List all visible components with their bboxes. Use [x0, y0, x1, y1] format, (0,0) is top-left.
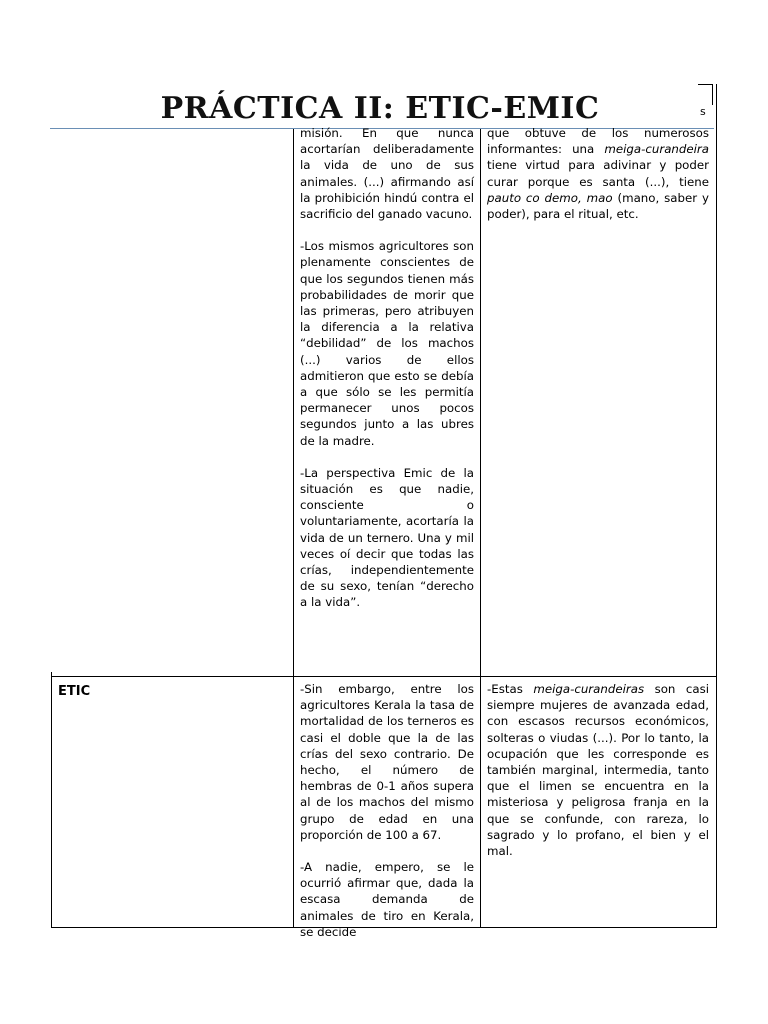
col-line-3 — [480, 129, 481, 928]
corner-mark — [698, 84, 713, 105]
row2-col3-text-c: son casi siempre mujeres de avanzada edad, con escasos recursos económicos, solteras o viudas (...). Por lo tanto, la ocupación que les corresponde es también marginal, intermedia, tanto que el limen se encuentra en la misteriosa y peligrosa franja en la que se confunde, con rareza, lo sagrado y lo profano, el bien y el mal. — [487, 682, 710, 859]
row1-col3-paragraph-1 — [487, 125, 709, 222]
col-line-2 — [293, 129, 294, 928]
row1-col3-cell — [487, 125, 709, 670]
row1-col2-paragraph-2: -Los mismos agricultores son plenamente conscientes de que los segundos tienen más probabilidades de morir que las primeras, pero atribuyen la diferencia a la relativa “debilidad” de los machos (...) varios de ellos admitieron que esto se debía a que sólo se les permitía permanecer unos pocos segundos junto a las ubres de la madre. — [300, 239, 474, 448]
row-line-middle — [51, 676, 717, 677]
row1-col3-term-meiga: meiga-curandeira — [604, 142, 709, 157]
col-line-left — [51, 672, 52, 928]
row1-col2-paragraph-3: -La perspectiva Emic de la situación es que nadie, consciente o voluntariamente, acortaría la vida de un ternero. Una y mil veces oí decir que todas las crías, independientemente de su sexo, tenían “derecho a la vida”. — [300, 465, 474, 610]
row2-col2-paragraph-1: -Sin embargo, entre los agricultores Kerala la tasa de mortalidad de los terneros es casi el doble que la de las crías del sexo contrario. De hecho, el número de hembras de 0-1 años supera al de los machos del mismo grupo de edad en una proporción de 100 a 67. — [300, 682, 474, 842]
row1-col3-term-pauto: pauto co demo, mao — [487, 190, 613, 205]
row1-col2-paragraph-1: misión. En que nunca acortarían deliberadamente la vida de uno de sus animales. (...) afirmando así la prohibición hindú contra el sacrificio del ganado vacuno. — [300, 126, 474, 222]
row2-col2-cell — [300, 681, 474, 939]
row2-col3-text-a: -Estas — [487, 682, 534, 696]
row2-label: ETIC — [58, 684, 91, 699]
col-line-right — [716, 84, 717, 928]
row2-col2-paragraph-2: -A nadie, empero, se le ocurrió afirmar que, dada la escasa demanda de animales de tiro en Kerala, se decide — [300, 860, 474, 939]
row1-col3-text-c: tiene virtud para adivinar y poder curar porque es santa (...), tiene — [487, 158, 709, 189]
row2-col3-term-meiga: meiga-curandeiras — [533, 682, 645, 696]
row2-col3-paragraph-1 — [487, 681, 709, 859]
row1-col2-cell — [300, 125, 474, 670]
row1-col3-text-e: (mano, saber y poder), para el ritual, etc. — [487, 190, 709, 222]
row1-col3-text-a: que obtuve de los numerosos informantes: una — [487, 126, 709, 157]
row2-col3-cell — [487, 681, 709, 925]
corner-text: s — [700, 105, 706, 118]
page-title: PRÁCTICA II: ETIC-EMIC — [160, 91, 600, 126]
